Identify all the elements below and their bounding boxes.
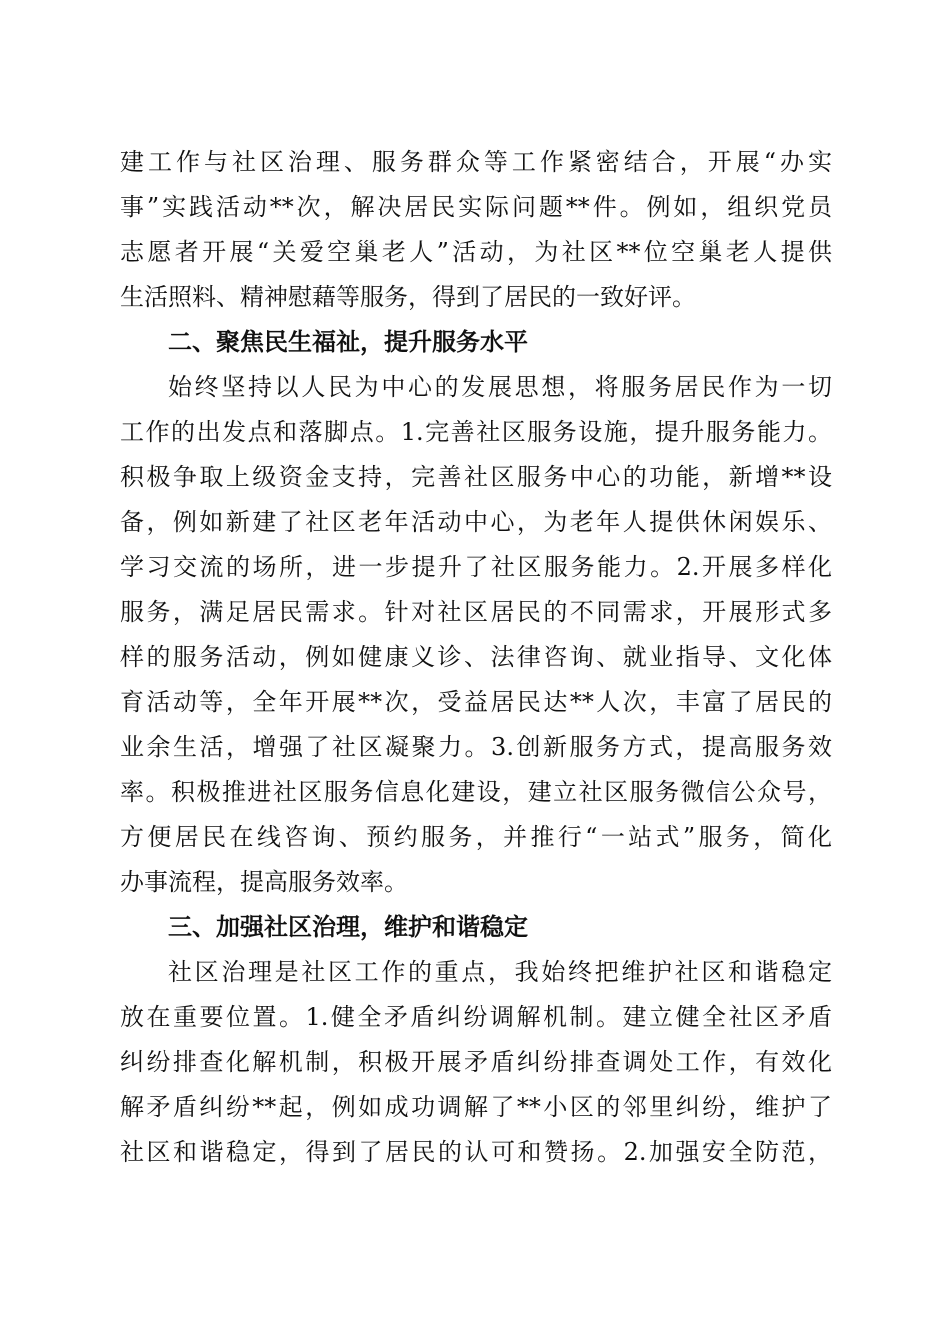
body-text-line: 事”实践活动**次，解决居民实际问题**件。例如，组织党员	[120, 193, 832, 221]
body-text-line: 样的服务活动，例如健康义诊、法律咨询、就业指导、文化体	[120, 643, 832, 671]
body-text-line: 方便居民在线咨询、预约服务，并推行“一站式”服务，简化	[120, 823, 832, 851]
body-text-line: 纠纷排查化解机制，积极开展矛盾纠纷排查调处工作，有效化	[120, 1048, 832, 1076]
body-text-line: 育活动等，全年开展**次，受益居民达**人次，丰富了居民的	[120, 688, 832, 716]
body-text-line: 志愿者开展“关爱空巢老人”活动，为社区**位空巢老人提供	[120, 238, 832, 266]
body-text-line: 解矛盾纠纷**起，例如成功调解了**小区的邻里纠纷，维护了	[120, 1093, 832, 1121]
body-text-line: 工作的出发点和落脚点。1.完善社区服务设施，提升服务能力。	[120, 418, 832, 446]
body-text-line: 服务，满足居民需求。针对社区居民的不同需求，开展形式多	[120, 598, 832, 626]
body-text-line: 业余生活，增强了社区凝聚力。3.创新服务方式，提高服务效	[120, 733, 832, 761]
body-text-line: 积极争取上级资金支持，完善社区服务中心的功能，新增**设	[120, 463, 832, 491]
body-text-line: 放在重要位置。1.健全矛盾纠纷调解机制。建立健全社区矛盾	[120, 1003, 832, 1031]
body-text-line: 办事流程，提高服务效率。	[120, 868, 408, 896]
body-text-line: 备，例如新建了社区老年活动中心，为老年人提供休闲娱乐、	[120, 508, 832, 536]
body-text-line: 社区治理是社区工作的重点，我始终把维护社区和谐稳定	[168, 958, 832, 986]
body-text-line: 始终坚持以人民为中心的发展思想，将服务居民作为一切	[168, 373, 832, 401]
body-text-line: 率。积极推进社区服务信息化建设，建立社区服务微信公众号，	[120, 778, 832, 806]
body-text-line: 学习交流的场所，进一步提升了社区服务能力。2.开展多样化	[120, 553, 832, 581]
body-text-line: 社区和谐稳定，得到了居民的认可和赞扬。2.加强安全防范，	[120, 1138, 832, 1166]
section-heading-3: 三、加强社区治理，维护和谐稳定	[168, 913, 528, 941]
body-text-line: 生活照料、精神慰藉等服务，得到了居民的一致好评。	[120, 283, 696, 311]
section-heading-2: 二、聚焦民生福祉，提升服务水平	[168, 328, 528, 356]
body-text-line: 建工作与社区治理、服务群众等工作紧密结合，开展“办实	[120, 148, 832, 176]
